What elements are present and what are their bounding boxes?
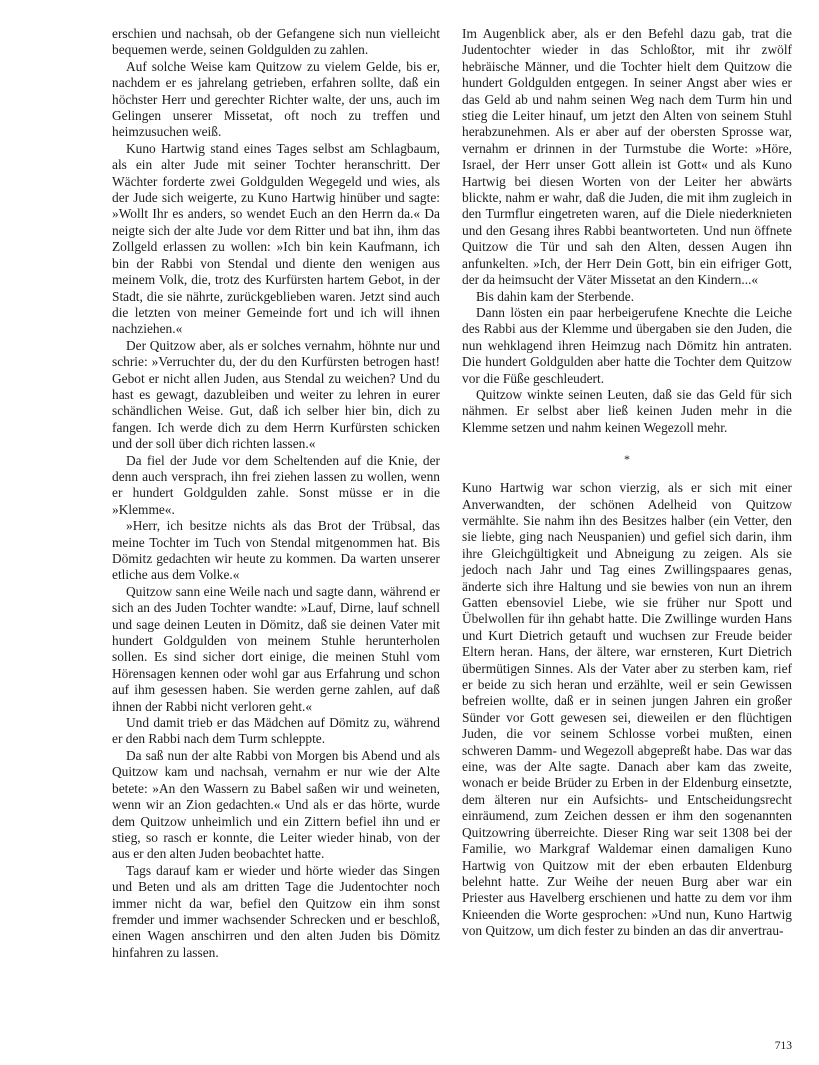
paragraph: Der Quitzow aber, als er solches vernahm, höhnte nur und schrie: »Verruchter du, der du den Kurfürsten betrogen hast! Gebot er nicht allen Juden, aus Stendal zu weichen? Und du hast es gewagt, dazubleiben und weiter zu lehren in eurer schändlichen Weise. Gut, daß ich selber hier bin, dich zu fangen. Ich werde dich zu dem Herrn Kurfürsten schicken und der soll über dich richten lassen.« xyxy=(112,337,440,452)
paragraph: Quitzow winkte seinen Leuten, daß sie das Geld für sich nähmen. Er selbst aber ließ keinen Juden mehr in die Klemme setzen und nahm keinen Wegezoll mehr. xyxy=(462,386,792,435)
paragraph: Kuno Hartwig stand eines Tages selbst am Schlagbaum, als ein alter Jude mit seiner Tochter heranschritt. Der Wächter forderte zwei Goldgulden Wegegeld und wies, als der Jude sich weigerte, zu Kuno Hartwig hinüber und sagte: »Wollt Ihr es anders, so wendet Euch an den Herrn da.« Da neigte sich der alte Jude vor dem Ritter und bat ihn, ihm das Zollgeld erlassen zu wollen: »Ich bin kein Kaufmann, ich bin der Rabbi von Stendal und diente den wenigen aus meinem Volk, die, trotz des Kurfürsten hartem Gebot, in der Stadt, die sie nährte, zurückgeblieben waren. Jetzt sind auch die letzten von meiner Gemeinde fort und ich will ihnen nachziehen.« xyxy=(112,140,440,337)
paragraph: Im Augenblick aber, als er den Befehl dazu gab, trat die Judentochter wieder in das Schloßtor, mit ihr zwölf hebräische Männer, und die Tochter hielt dem Quitzow die hundert Goldgulden entgegen. In seiner Angst aber wies er das Geld ab und nahm seinen Weg nach dem Turm hin und stieg die Leiter hinauf, um jetzt den Alten von seinem Stuhl herabzunehmen. Als er aber auf der obersten Sprosse war, vernahm er drinnen in der Turmstube die Worte: »Höre, Israel, der Herr unser Gott allein ist Gott« und als Kuno Hartwig bei diesen Worten von der Leiter her abwärts blickte, nahm er wahr, daß die Juden, die mit ihm zugleich in den Turmflur eingetreten waren, auf die Diele niederknieten und den Gesang ihres Rabbi beantworteten. Und nun öffnete Quitzow die Tür und sah den Alten, dessen Augen ihn anfunkelten. »Ich, der Herr Dein Gott, bin ein eifriger Gott, der da heimsucht der Väter Missetat an den Kindern...« xyxy=(462,26,792,288)
paragraph: Da fiel der Jude vor dem Scheltenden auf die Knie, der denn auch versprach, ihn frei ziehen lassen zu wollen, wenn er hundert Goldgulden zahle. Sonst müsse er in die »Klemme«. xyxy=(112,452,440,517)
paragraph: Auf solche Weise kam Quitzow zu vielem Gelde, bis er, nachdem er es jahrelang getrieben, erfahren sollte, daß ein höchster Herr und gerechter Richter walte, der uns, auch im Gelingen unserer Missetat, oft noch zu treffen und heimzusuchen weiß. xyxy=(112,58,440,140)
paragraph: Und damit trieb er das Mädchen auf Dömitz zu, während er den Rabbi nach dem Turm schleppte. xyxy=(112,715,440,747)
paragraph: »Herr, ich besitze nichts als das Brot der Trübsal, das meine Tochter im Tuch von Stendal mitgenommen hat. Bis Dömitz gedachten wir heute zu kommen. Da warten unserer etliche aus dem Volke.« xyxy=(112,518,440,583)
paragraph: erschien und nachsah, ob der Gefangene sich nun vielleicht bequemen werde, seinen Goldgulden zu zahlen. xyxy=(112,26,440,58)
left-column xyxy=(112,26,440,961)
paragraph: Da saß nun der alte Rabbi von Morgen bis Abend und als Quitzow kam und nachsah, vernahm er nur wie der Alte betete: »An den Wassern zu Babel saßen wir und weineten, wenn wir an Zion gedachten.« Und als er das hörte, wurde dem Quitzow unheimlich und ein Zittern befiel ihn und er stieg, so rasch er konnte, die Leiter wieder hinab, von der aus er den alten Juden beobachtet hatte. xyxy=(112,747,440,862)
paragraph: Bis dahin kam der Sterbende. xyxy=(476,288,635,304)
paragraph: Kuno Hartwig war schon vierzig, als er sich mit einer Anverwandten, der schönen Adelheid von Quitzow vermählte. Sie nahm ihn des Besitzes halber (ein Vetter, den sie liebte, ging nach Neuspanien) und gefiel sich darin, ihm ihre Gleichgültigkeit und Abneigung zu zeigen. Als sie jedoch nach Jahr und Tag eines Zwillingspaares genas, änderte sich ihre Haltung und sie bewies von nun an ihrem Gatten ebensoviel Liebe, wie sie früher nur Spott und Übelwollen für ihn gehabt hatte. Die Zwillinge wurden Hans und Kurt Dietrich getauft und wuchsen zur Freude beider Eltern heran. Hans, der ältere, war ernsteren, Kurt Dietrich übermütigen Sinnes. Als der Vater aber zu sterben kam, rief er beide zu sich heran und erzählte, weil er sein Gewissen befreien wollte, daß er in seinen jungen Jahren ein großer Sünder vor Gott gewesen sei, dieweilen er den flüchtigen Juden, die vor seinem Schlosse vorbei mußten, einen schweren Damm- und Wegezoll abgepreßt habe. Das war das eine, was der Alte sagte. Danach aber kam das zweite, wonach er beide Brüder zu Erben in der Eldenburg einsetzte, dem älteren nur ein Aufsichts- und Entscheidungsrecht einräumend, zum Zeichen dessen er ihm den sogenannten Quitzowring überreichte. Dieser Ring war seit 1308 bei der Familie, wo Markgraf Waldemar einen damaligen Kuno Hartwig von Quitzow mit der eben erbauten Eldenburg belehnt hatte. Zur Weihe der neuen Burg aber war ein Priester aus Havelberg erschienen und hatte zu dem vor ihm Knieenden die Worte gesprochen: »Und nun, Kuno Hartwig von Quitzow, um dich fester zu binden an das dir anvertrau- xyxy=(462,480,792,939)
section-divider-asterisk: * xyxy=(624,452,630,467)
paragraph: Tags darauf kam er wieder und hörte wieder das Singen und Beten und als am dritten Tage die Judentochter noch immer nicht da war, befiel den Quitzow ein ihm sonst fremder und immer wachsender Schrecken und er beschloß, einen Wagen anschirren und den alten Juden bis Dömitz hinfahren zu lassen. xyxy=(112,862,440,960)
right-column xyxy=(462,26,792,940)
paragraph: Dann lösten ein paar herbeigerufene Knechte die Leiche des Rabbi aus der Klemme und übergaben sie den Juden, die nun wehklagend ihren Heimzug nach Dömitz hin antraten. Die hundert Goldgulden aber hatte die Tochter dem Quitzow vor die Füße geschleudert. xyxy=(462,304,792,386)
page-number: 713 xyxy=(774,1040,792,1052)
paragraph: Quitzow sann eine Weile nach und sagte dann, während er sich an des Juden Tochter wandte: »Lauf, Dirne, lauf schnell und sage deinen Leuten in Dömitz, daß sie deinen Vater mit hundert Goldgulden von meinem Stuhle herunterholen sollen. Es sind sicher dort einige, die meinen Stuhl vom Hörensagen kennen oder wohl gar aus Erfahrung und schon auf ihm gesessen haben. Sie werden gerne zahlen, auf daß ihnen der Rabbi nicht verloren geht.« xyxy=(112,583,440,714)
